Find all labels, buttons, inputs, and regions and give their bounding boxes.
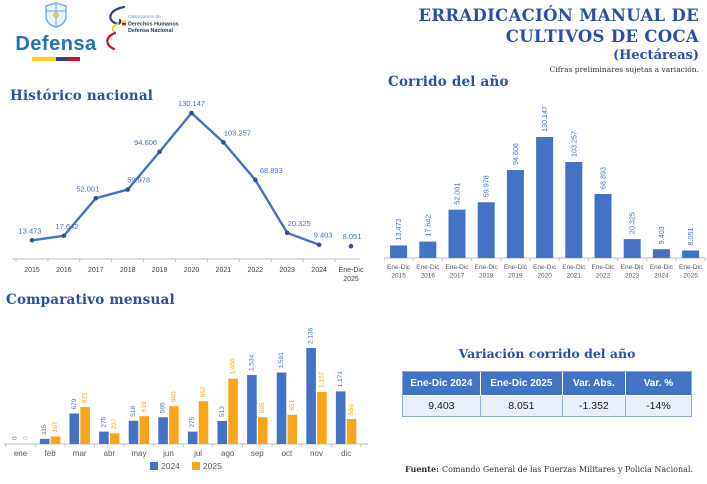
tick-label: Ene-Dic <box>387 264 411 271</box>
bar-2024 <box>188 432 198 444</box>
tick-label: 2024 <box>311 267 327 274</box>
value-label: 20.325 <box>627 212 637 235</box>
tick-label: Ene-Dic <box>416 264 440 271</box>
tick-label: mar <box>72 449 87 458</box>
bar-2024 <box>158 417 168 444</box>
source-label: Fuente: <box>404 464 439 474</box>
variation-table <box>402 371 692 417</box>
value-label: 237 <box>111 418 119 430</box>
bar-2024 <box>218 421 228 444</box>
tick-label: 2020 <box>537 272 552 280</box>
tick-label: Ene-Dic <box>445 264 469 271</box>
tick-label: 2022 <box>595 272 611 280</box>
tick-label: Ene-Dic <box>503 264 527 271</box>
bar-2024 <box>40 439 50 444</box>
tick-label: Ene-Dic <box>620 264 644 271</box>
tick-label: 2015 <box>24 267 40 274</box>
value-label: 115 <box>41 424 49 435</box>
bar <box>390 245 407 258</box>
tick-label: Ene-Dic <box>649 264 673 271</box>
value-label: 167 <box>52 421 59 433</box>
tick-label: 2017 <box>88 267 104 274</box>
tick-label: Ene-Dic <box>591 264 615 271</box>
tick-label: dic <box>340 449 352 458</box>
bar <box>624 239 641 258</box>
variation-table-header-row <box>403 372 691 395</box>
value-label: 59.978 <box>481 175 491 198</box>
value-label: 0 <box>22 436 30 440</box>
bar <box>507 170 524 258</box>
value-label: 679 <box>70 398 78 410</box>
tick-label: Ene-Dic <box>562 264 586 271</box>
value-label: 1.171 <box>337 371 345 388</box>
value-label: 8.051 <box>686 227 696 246</box>
bar <box>565 162 582 258</box>
variation-table-value-row <box>403 395 691 416</box>
bar <box>536 137 553 258</box>
tick-label: 2019 <box>508 272 523 280</box>
value-label: 595 <box>159 402 167 414</box>
observatorio-flag-icon <box>122 21 126 23</box>
bar <box>449 210 466 258</box>
data-point <box>317 242 322 247</box>
value-label: 513 <box>218 406 226 417</box>
bar-2024 <box>99 432 109 444</box>
legend-2025-swatch <box>192 462 200 470</box>
tick-label: 2018 <box>119 267 136 274</box>
section-corrido-heading: Corrido del año <box>388 74 509 90</box>
value-label: 130.147 <box>540 106 550 132</box>
title-subtitle: (Hectáreas) <box>612 48 699 64</box>
value-label: 59.978 <box>127 175 151 185</box>
observatorio-red-curve-icon <box>107 33 115 49</box>
bar <box>682 251 699 258</box>
bar-2024 <box>247 375 257 444</box>
value-label: 275 <box>100 416 108 428</box>
title-line-2: CULTIVOS DE COCA <box>505 26 699 46</box>
observatorio-text-1: Observatorio de <box>128 14 161 19</box>
legend-2024-label: 2024 <box>161 461 180 471</box>
bar-2025 <box>80 407 90 444</box>
bar-2025 <box>288 415 298 444</box>
value-label: 518 <box>130 405 137 417</box>
bar-2024 <box>277 372 287 444</box>
tick-label: may <box>131 449 147 458</box>
value-label: 840 <box>170 391 178 403</box>
value-label: 1.534 <box>248 354 256 372</box>
defensa-wordmark: Defensa <box>15 33 97 55</box>
source-footer <box>405 464 693 474</box>
source-text: Comando General de las Fuerzas Militares y Policía Nacional. <box>441 465 693 474</box>
bar-2024 <box>70 413 80 444</box>
tick-label: 2025 <box>683 272 698 280</box>
flag-red-stripe <box>68 57 80 61</box>
flag-blue-stripe <box>56 57 68 61</box>
header-ene-dic-2024: Ene-Dic 2024 <box>403 372 481 395</box>
defensa-crest-icon <box>44 2 68 28</box>
tick-label: Ene-Dic <box>474 264 498 271</box>
value-label: 952 <box>200 386 207 398</box>
bar-2025 <box>228 379 238 444</box>
value-label: 8.051 <box>342 232 362 242</box>
value-label: 17.642 <box>423 214 433 237</box>
observatorio-yellow-curve-icon <box>113 24 118 32</box>
value-label: 595 <box>259 402 267 414</box>
legend-2024-swatch <box>150 462 158 470</box>
tick-label: feb <box>44 449 56 458</box>
bar-2025 <box>199 401 209 444</box>
bar-2025 <box>169 406 179 444</box>
tick-label: 2024 <box>654 272 669 280</box>
value-label: 130.147 <box>177 99 206 108</box>
value-label: 1.456 <box>229 358 237 375</box>
data-point <box>189 111 194 116</box>
tick-label: 2021 <box>566 272 582 280</box>
value-label: 9.403 <box>313 230 333 240</box>
value-label: 13.473 <box>394 218 404 241</box>
tick-label: 2023 <box>624 272 640 280</box>
value-label: 2.136 <box>307 327 315 344</box>
data-point <box>157 149 162 154</box>
tick-label: jun <box>163 449 174 458</box>
preliminary-note: Cifras preliminares sujetas a variación. <box>549 65 699 75</box>
tick-label: jul <box>194 449 203 458</box>
tick-label: Ene-Dic <box>679 264 703 271</box>
value-label: 94.606 <box>510 143 520 166</box>
variation-table-title: Variación corrido del año <box>458 346 636 361</box>
legend-item-2025 <box>192 461 222 471</box>
value-label: 68.893 <box>259 165 283 175</box>
data-point <box>125 187 130 192</box>
defensa-logo <box>12 2 100 61</box>
tick-label: 2021 <box>215 267 232 274</box>
title-line-1: ERRADICACIÓN MANUAL DE <box>418 6 699 25</box>
bar-2024 <box>336 391 346 444</box>
value-label: 1.591 <box>278 352 285 369</box>
data-point <box>94 196 99 201</box>
value-label: 275 <box>189 416 197 428</box>
value-label: 52.001 <box>452 182 462 205</box>
value-label: 556 <box>348 404 355 416</box>
observatorio-flag-red <box>122 24 126 25</box>
bar <box>419 242 436 258</box>
data-point <box>62 233 67 238</box>
tick-label: ago <box>221 449 235 458</box>
bar <box>595 194 612 258</box>
observatorio-blue-curve-icon <box>110 7 124 24</box>
value-label: 9.403 <box>656 226 666 245</box>
data-point <box>349 244 354 249</box>
colombia-flag-bar <box>32 57 80 61</box>
value-label: 0 <box>11 436 19 440</box>
observatorio-flag-blue <box>122 23 126 24</box>
tick-label: sep <box>250 449 264 458</box>
bar-2025 <box>51 436 61 444</box>
corrido-bar-chart <box>384 92 706 292</box>
value-var-abs: -1.352 <box>563 395 626 416</box>
legend-item-2024 <box>150 461 180 471</box>
bar-2025 <box>317 392 327 444</box>
flag-yellow-stripe <box>32 57 56 61</box>
tick-label: 2018 <box>478 272 494 280</box>
tick-label: 2023 <box>279 267 295 274</box>
report-title <box>359 6 699 74</box>
value-label: 619 <box>140 401 148 413</box>
header-var-pct: Var. % <box>626 372 691 395</box>
value-var-pct: -14% <box>626 395 691 416</box>
observatorio-text-2: Derechos Humanos <box>128 21 179 28</box>
comparativo-bar-chart <box>0 298 372 468</box>
variation-panel <box>402 346 692 417</box>
value-label: 20.325 <box>287 218 311 228</box>
bar-2025 <box>258 417 268 444</box>
value-label: 651 <box>288 399 296 411</box>
observatorio-text-3: Defensa Nacional <box>128 28 173 34</box>
tick-label: Ene-Dic <box>338 267 364 274</box>
tick-label: Ene-Dic <box>533 264 557 271</box>
data-point <box>285 231 290 236</box>
header-var-abs: Var. Abs. <box>563 372 626 395</box>
value-label: 103.257 <box>223 128 251 138</box>
tick-label: nov <box>310 449 323 458</box>
section-historico-heading: Histórico nacional <box>10 88 154 104</box>
bar-2024 <box>129 421 139 444</box>
tick-label: 2016 <box>56 267 72 274</box>
section-comparativo-heading: Comparativo mensual <box>6 292 175 308</box>
tick-label: 2022 <box>247 267 264 274</box>
data-point <box>253 178 258 183</box>
value-ene-dic-2025: 8.051 <box>481 395 563 416</box>
value-label: 68.893 <box>598 166 608 189</box>
tick-label: 2015 <box>391 272 406 280</box>
tick-label: 2020 <box>183 267 200 274</box>
value-label: 821 <box>81 392 89 404</box>
bar-2025 <box>347 419 357 444</box>
tick-label: ene <box>13 449 28 458</box>
value-label: 13.473 <box>18 226 42 236</box>
value-ene-dic-2024: 9.403 <box>403 395 481 416</box>
legend-2025-label: 2025 <box>202 461 222 471</box>
monthly-legend <box>150 461 222 471</box>
tick-label: 2016 <box>420 272 436 280</box>
value-label: 1.157 <box>318 371 326 388</box>
bar-2025 <box>110 433 120 444</box>
bar-2024 <box>306 348 316 444</box>
tick-label: 2019 <box>151 267 168 274</box>
header-ene-dic-2025: Ene-Dic 2025 <box>481 372 563 395</box>
value-label: 94.606 <box>134 137 158 147</box>
data-point <box>30 238 35 243</box>
bar <box>478 202 495 258</box>
tick-label: oct <box>281 449 293 458</box>
observatorio-logo <box>94 4 226 52</box>
value-label: 103.257 <box>569 131 579 158</box>
tick-label: 2025 <box>343 276 359 283</box>
historico-line-chart <box>8 96 364 288</box>
tick-label: abr <box>103 449 116 458</box>
value-label: 52.001 <box>76 184 100 194</box>
tick-label: 2017 <box>449 272 465 280</box>
data-point <box>221 140 226 145</box>
bar <box>653 249 670 258</box>
bar-2025 <box>140 416 150 444</box>
value-label: 17.642 <box>55 221 79 231</box>
